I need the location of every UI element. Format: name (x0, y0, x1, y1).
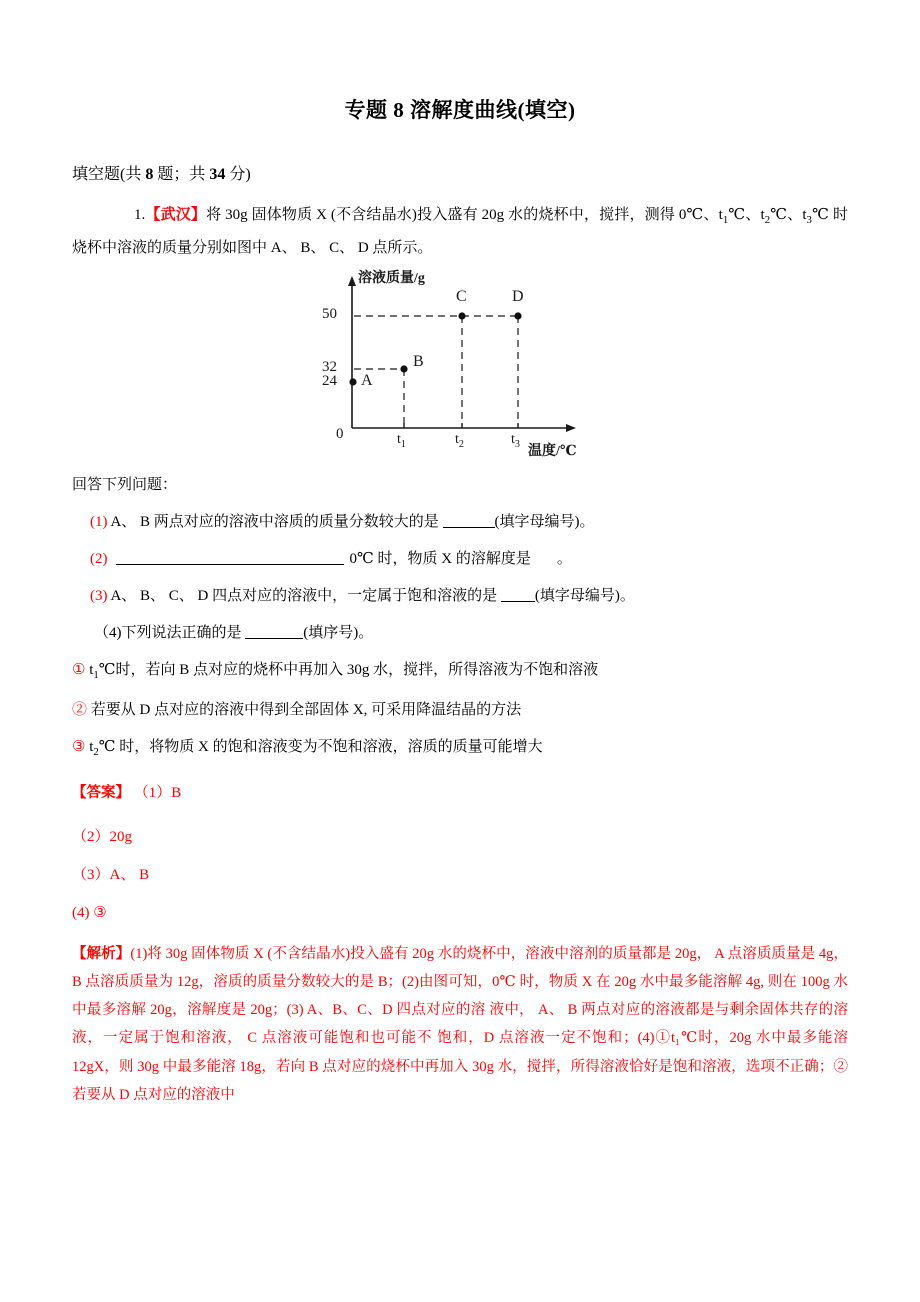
figure-container (72, 264, 848, 468)
sub-question-2-blank[interactable] (116, 564, 344, 565)
chart-xlabel: 温度/℃ (528, 444, 577, 460)
analysis-tag: 【解析】 (72, 945, 131, 962)
question-stem-sub1: 1 (722, 213, 729, 226)
answer-line-3: （3）A、 B (72, 866, 150, 883)
analysis-block (72, 922, 848, 1110)
sub-question-2-trailing: 。 (556, 551, 572, 568)
statement-1 (72, 642, 848, 682)
sub-question-1-text-before: A、 B 两点对应的溶液中溶质的质量分数较大的是 (110, 514, 443, 531)
question-stem-sub2: 2 (764, 213, 771, 226)
statement-2 (72, 682, 848, 719)
question-stem-part2: ℃、t (728, 206, 765, 223)
statement-2-text-a: 若要从 D 点对应的溶液中得到全部固体 X, 可采用降温结晶的方法 (90, 702, 522, 719)
sub-question-2 (72, 531, 848, 568)
point-label-d: D (512, 288, 524, 306)
statement-3 (72, 719, 848, 759)
question-stem-sub3: 3 (806, 213, 812, 226)
sub-question-1 (72, 494, 848, 531)
question-stem (72, 186, 848, 264)
y-tick-label-50: 50 (322, 306, 337, 323)
statement-3-text-b: ℃ 时，将物质 X 的饱和溶液变为不饱和溶液，溶质的质量可能增大 (98, 739, 543, 756)
sub-question-4 (72, 605, 848, 642)
x-tick-label-t2: $t_2$ (455, 432, 464, 451)
y-tick-label-24: 24 (322, 373, 337, 390)
section-header-suffix: 分) (225, 166, 251, 184)
sub-question-3-text-before: A、 B、 C、 D 四点对应的溶液中，一定属于饱和溶液的是 (110, 588, 501, 605)
statement-3-marker: ③ (72, 739, 86, 756)
sub-question-4-blank[interactable] (245, 638, 303, 639)
point-label-c: C (456, 288, 467, 306)
sub-question-1-blank[interactable] (443, 527, 495, 528)
solubility-chart (310, 270, 610, 468)
statement-2-marker: ② (72, 702, 88, 719)
answer-tag: 【答案】 (72, 785, 130, 802)
y-axis-arrow (348, 276, 356, 286)
analysis-text: (1)将 30g 固体物质 X (不含结晶水)投入盛有 20g 水的烧杯中，溶液中溶剂的质量都是 20g， A 点溶质质量是 4g，B 点溶质质量为 12g，溶质的质量分数较大的是 B；(2)由图可知，0℃ 时，物质 X 在 20g 水中最多能溶解 4g, 则在 100g 水中最多溶解 20g，溶解度是 20g；(3) A、B、C、D 四点对应的溶 液中， A、 B 两点对应的溶液都是与剩余固体共存的溶液，一定属于饱和溶液， C 点溶液可能饱和也可能不 饱和，D 点溶液一定不饱和；(4)①t₁℃时，20g 水中最多能溶 12gX，则 30g 中最多能溶 18g，若向 B 点对应的烧杯中再加入 30g 水，搅拌，所得溶液恰好是饱和溶液，选项不正确；②若要从 D 点对应的溶液中 (72, 945, 849, 1103)
point-label-a: A (361, 372, 373, 390)
answer-value-1: （1）B (133, 785, 182, 802)
statement-1-text-b: ℃时，若向 B 点对应的烧杯中再加入 30g 水，搅拌，所得溶液为不饱和溶液 (98, 662, 599, 679)
sub-question-3-blank[interactable] (501, 601, 535, 602)
section-header-points: 34 (209, 166, 226, 184)
sub-question-2-label: (2) (90, 551, 108, 568)
answer-line-2: （2）20g (72, 828, 133, 845)
x-tick-label-t3: $t_3$ (511, 432, 520, 451)
sub-question-1-text-after: (填字母编号)。 (494, 514, 595, 531)
page-title: 专题 8 溶解度曲线(填空) (344, 98, 576, 122)
section-header-middle: 题；共 (153, 166, 210, 184)
section-header-count: 8 (145, 166, 154, 184)
data-point-c (458, 313, 465, 320)
question-source-tag: 【武汉】 (145, 206, 207, 223)
x-axis-arrow (566, 424, 576, 432)
section-header-prefix: 填空题(共 (72, 166, 146, 184)
statement-1-marker: ① (72, 662, 86, 679)
data-point-a (349, 379, 356, 386)
sub-question-3 (72, 568, 848, 605)
statement-1-sub: 1 (93, 669, 99, 682)
answer-prompt: 回答下列问题： (72, 477, 178, 494)
data-point-b (400, 366, 407, 373)
question-stem-part1: 将 30g 固体物质 X (不含结晶水)投入盛有 20g 水的烧杯中，搅拌，测得 0℃、t (206, 206, 723, 223)
sub-question-4-text-before: 下列说法正确的是 (121, 625, 246, 642)
sub-question-1-label: (1) (90, 514, 108, 531)
sub-question-4-text-after: (填序号)。 (303, 625, 374, 642)
point-label-b: B (413, 353, 424, 371)
y-tick-label-32: 32 (322, 359, 337, 376)
answer-line-1 (72, 759, 848, 807)
statement-1-text-a: t (89, 662, 94, 679)
sub-question-4-label: （4) (94, 625, 122, 642)
section-header (72, 123, 848, 186)
statement-3-sub: 2 (93, 746, 99, 759)
chart-ylabel: 溶液质量/g (358, 271, 425, 287)
sub-question-2-text-after: 0℃ 时，物质 X 的溶解度是 (349, 551, 531, 568)
sub-question-3-text-after: (填字母编号)。 (534, 588, 635, 605)
question-stem-part3: ℃、t (770, 206, 807, 223)
data-point-d (514, 313, 521, 320)
answer-line-4: (4) ③ (72, 904, 107, 921)
question-number: 1. (134, 206, 146, 223)
sub-question-3-label: (3) (90, 588, 108, 605)
statement-3-text-a: t (89, 739, 94, 756)
origin-label: 0 (336, 426, 344, 443)
question-stem-part4: ℃ 时烧杯中溶液的质量分别如图中 A、 B、 C、 D 点所示。 (72, 206, 848, 257)
x-tick-label-t1: $t_1$ (397, 432, 406, 451)
